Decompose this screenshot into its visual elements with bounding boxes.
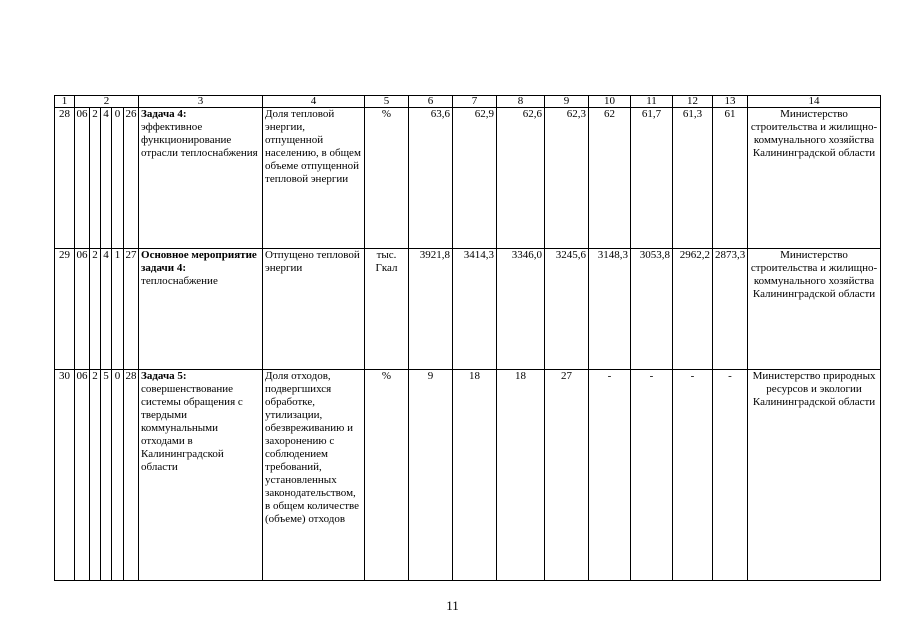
value-cell: - <box>631 370 673 581</box>
table-row <box>55 370 881 581</box>
value-cell: 3245,6 <box>545 249 589 370</box>
code-cell: 27 <box>124 249 139 370</box>
value-cell: - <box>713 370 748 581</box>
executor-cell: Министерство природных ресурсов и экологии Калининградской области <box>748 370 881 581</box>
row-number: 29 <box>55 249 75 370</box>
executor-cell: Министерство строительства и жилищно-коммунального хозяйства Калининградской области <box>748 108 881 249</box>
code-cell: 28 <box>124 370 139 581</box>
header-cell: 9 <box>545 96 589 108</box>
code-cell: 2 <box>90 108 101 249</box>
code-cell: 1 <box>112 249 124 370</box>
code-cell: 2 <box>90 249 101 370</box>
header-row <box>55 96 881 108</box>
header-cell: 3 <box>139 96 263 108</box>
header-cell: 8 <box>497 96 545 108</box>
header-cell: 6 <box>409 96 453 108</box>
code-cell: 4 <box>101 249 112 370</box>
header-cell: 11 <box>631 96 673 108</box>
value-cell: 2962,2 <box>673 249 713 370</box>
value-cell: 62 <box>589 108 631 249</box>
value-cell: 27 <box>545 370 589 581</box>
value-cell: 62,9 <box>453 108 497 249</box>
header-cell: 12 <box>673 96 713 108</box>
value-cell: 63,6 <box>409 108 453 249</box>
value-cell: 3053,8 <box>631 249 673 370</box>
value-cell: 62,6 <box>497 108 545 249</box>
value-cell: 3148,3 <box>589 249 631 370</box>
code-cell: 5 <box>101 370 112 581</box>
value-cell: 18 <box>497 370 545 581</box>
code-cell: 26 <box>124 108 139 249</box>
code-cell: 06 <box>75 108 90 249</box>
indicators-table <box>54 95 881 581</box>
header-cell: 13 <box>713 96 748 108</box>
header-cell: 10 <box>589 96 631 108</box>
unit-cell: % <box>365 370 409 581</box>
value-cell: 2873,3 <box>713 249 748 370</box>
unit-cell: тыс. Гкал <box>365 249 409 370</box>
header-cell: 14 <box>748 96 881 108</box>
code-cell: 0 <box>112 370 124 581</box>
table-row <box>55 249 881 370</box>
code-cell: 2 <box>90 370 101 581</box>
value-cell: 9 <box>409 370 453 581</box>
value-cell: 3921,8 <box>409 249 453 370</box>
header-cell: 5 <box>365 96 409 108</box>
header-cell: 7 <box>453 96 497 108</box>
task-description: эффективное функционирование отрасли теплоснабжения <box>141 121 258 159</box>
indicator-cell: Отпущено тепловой энергии <box>263 249 365 370</box>
value-cell: 3414,3 <box>453 249 497 370</box>
unit-cell: % <box>365 108 409 249</box>
value-cell: - <box>589 370 631 581</box>
task-description: теплоснабжение <box>141 275 218 287</box>
code-cell: 06 <box>75 249 90 370</box>
value-cell: 61 <box>713 108 748 249</box>
page-number: 11 <box>446 598 459 613</box>
value-cell: 62,3 <box>545 108 589 249</box>
code-cell: 4 <box>101 108 112 249</box>
value-cell: 3346,0 <box>497 249 545 370</box>
header-cell: 4 <box>263 96 365 108</box>
row-number: 28 <box>55 108 75 249</box>
table-row <box>55 108 881 249</box>
task-title: Основное мероприятие задачи 4: <box>141 249 257 274</box>
code-cell: 0 <box>112 108 124 249</box>
header-cell: 1 <box>55 96 75 108</box>
task-cell <box>139 249 263 370</box>
task-cell <box>139 370 263 581</box>
task-title: Задача 5: <box>141 370 187 382</box>
value-cell: 61,7 <box>631 108 673 249</box>
task-description: совершенствование системы обращения с твердыми коммунальными отходами в Калининградской области <box>141 383 243 473</box>
row-number: 30 <box>55 370 75 581</box>
executor-cell: Министерство строительства и жилищно-коммунального хозяйства Калининградской области <box>748 249 881 370</box>
task-cell <box>139 108 263 249</box>
code-cell: 06 <box>75 370 90 581</box>
header-cell: 2 <box>75 96 139 108</box>
value-cell: 18 <box>453 370 497 581</box>
indicator-cell: Доля отходов, подвергшихся обработке, утилизации, обезвреживанию и захоронению с соблюдением требований, установленных законодательством, в общем количестве (объеме) отходов <box>263 370 365 581</box>
value-cell: 61,3 <box>673 108 713 249</box>
task-title: Задача 4: <box>141 108 187 120</box>
indicator-cell: Доля тепловой энергии, отпущенной населению, в общем объеме отпущенной тепловой энергии <box>263 108 365 249</box>
value-cell: - <box>673 370 713 581</box>
